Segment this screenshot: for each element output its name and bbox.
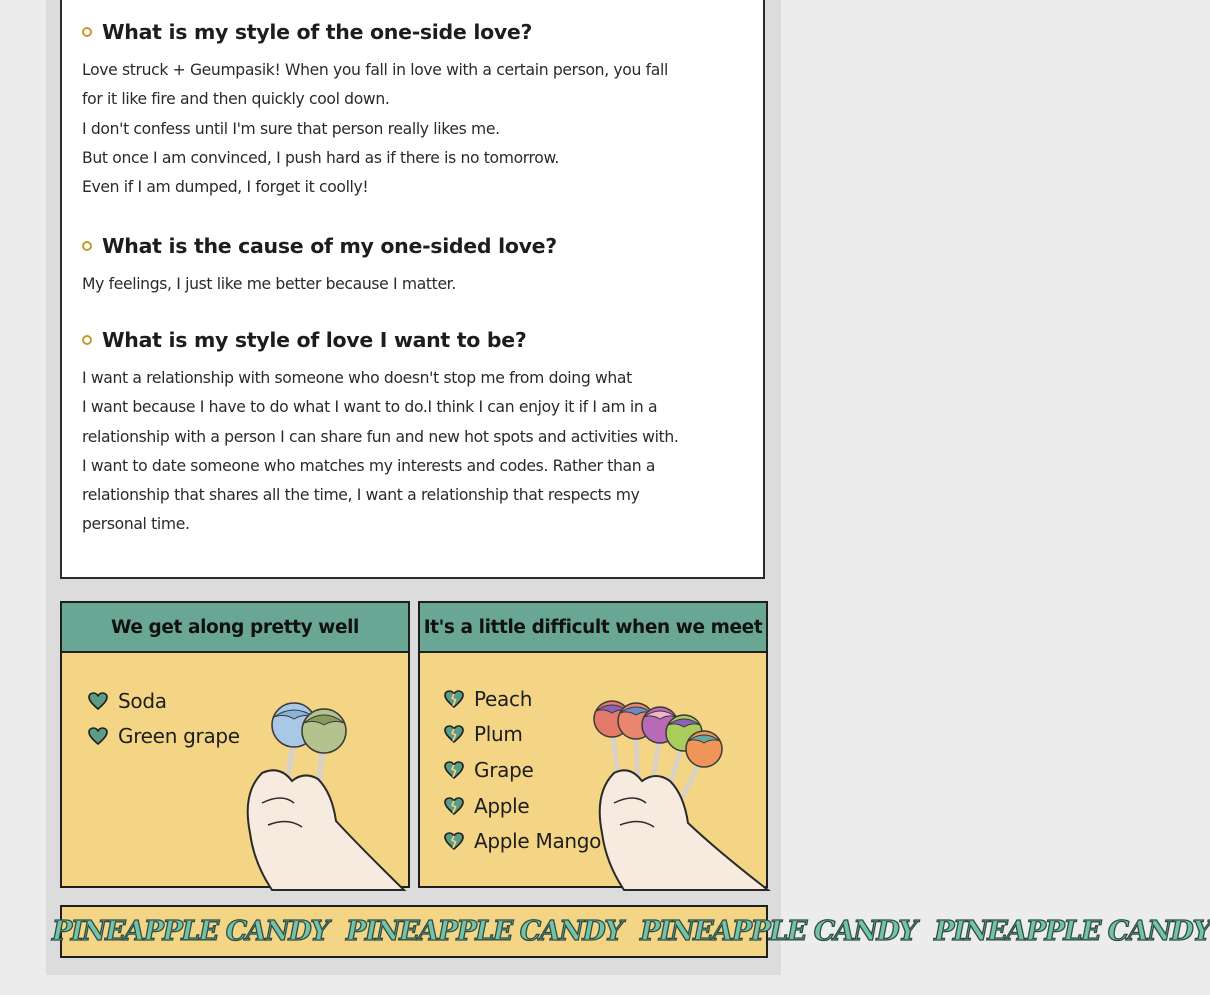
description-card <box>60 0 765 579</box>
section-cause <box>82 234 745 299</box>
broken-heart-icon <box>444 797 464 815</box>
broken-heart-icon <box>444 725 464 743</box>
broken-heart-icon <box>444 832 464 850</box>
section-heading: What is my style of the one-side love? <box>82 20 745 44</box>
good-match-list <box>88 683 240 754</box>
list-item: Apple <box>444 788 601 824</box>
bad-match-title: It's a little difficult when we meet <box>420 603 766 653</box>
section-body: Love struck + Geumpasik! When you fall in love with a certain person, you fall for it like fire and then quickly cool down. I don't confess until I'm sure that person really likes me. But once I am convinced, I push hard as if there is no tomorrow. Even if I am dumped, I forget it coolly! <box>82 61 668 197</box>
banner-word: PINEAPPLE CANDY <box>346 916 623 947</box>
heart-icon <box>88 727 108 745</box>
bad-match-panel <box>418 601 768 888</box>
list-item: Peach <box>444 681 601 717</box>
bad-match-list <box>444 681 601 859</box>
circle-bullet-icon <box>82 27 92 37</box>
list-item: Soda <box>88 683 240 719</box>
section-body: My feelings, I just like me better because I matter. <box>82 275 456 293</box>
list-item: Plum <box>444 717 601 753</box>
lollipop-hand-illustration <box>232 653 412 890</box>
section-one-sided-style <box>82 20 745 202</box>
banner-word: PINEAPPLE CANDY <box>52 916 329 947</box>
list-item: Grape <box>444 752 601 788</box>
banner-word: PINEAPPLE CANDY <box>640 916 917 947</box>
good-match-panel <box>60 601 410 888</box>
banner-track <box>52 916 1210 947</box>
heart-icon <box>88 692 108 710</box>
section-body: I want a relationship with someone who doesn't stop me from doing what I want because I have to do what I want to do.I think I can enjoy it if I am in a relationship with a person I can share fun and new hot spots and activities with. I want to date someone who matches my interests and codes. Rather than a relationship that shares all the time, I want a relationship that respects my personal time. <box>82 369 679 534</box>
circle-bullet-icon <box>82 241 92 251</box>
section-wanted-style <box>82 328 745 540</box>
banner-word: PINEAPPLE CANDY <box>934 916 1210 947</box>
pineapple-candy-banner <box>52 905 1210 958</box>
section-heading: What is the cause of my one-sided love? <box>82 234 745 258</box>
broken-heart-icon <box>444 690 464 708</box>
broken-heart-icon <box>444 761 464 779</box>
section-heading: What is my style of love I want to be? <box>82 328 745 352</box>
good-match-title: We get along pretty well <box>62 603 408 653</box>
list-item: Green grape <box>88 719 240 755</box>
circle-bullet-icon <box>82 335 92 345</box>
list-item: Apple Mango <box>444 823 601 859</box>
lollipop-bouquet-illustration <box>580 653 770 890</box>
